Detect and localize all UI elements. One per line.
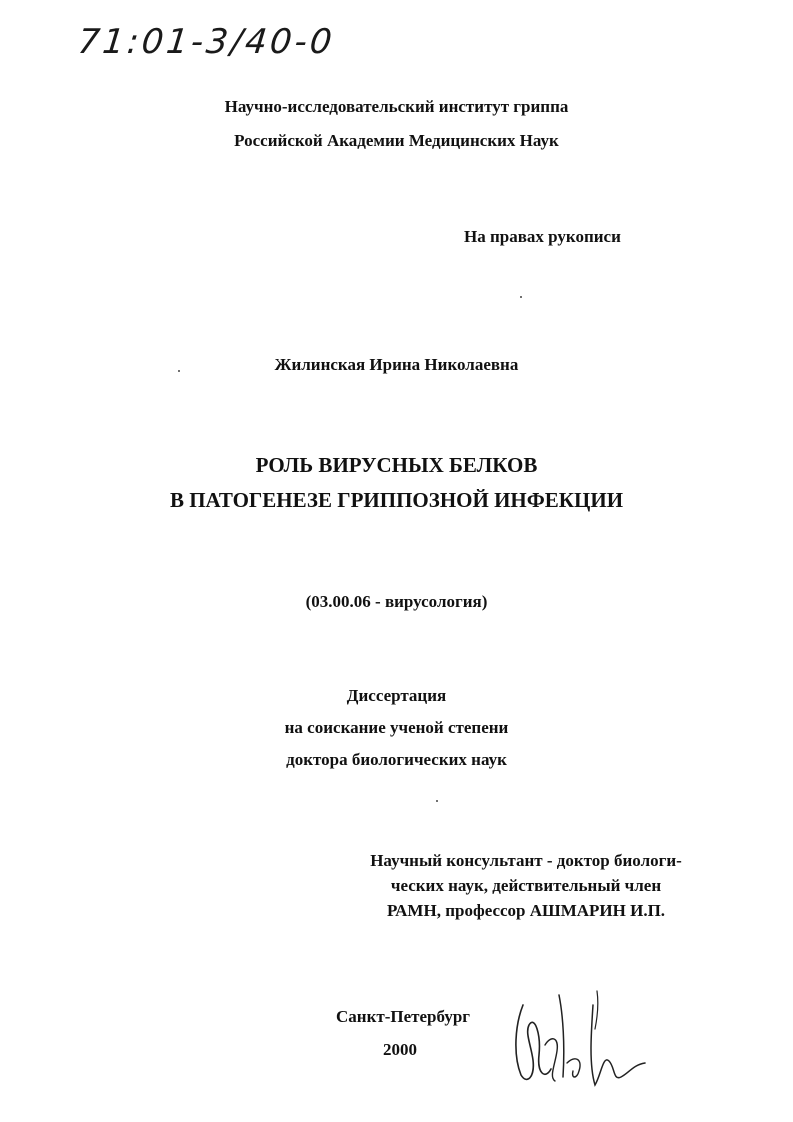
specialty-code: (03.00.06 - вирусология) — [305, 592, 488, 611]
dissertation-title-line-1: РОЛЬ ВИРУСНЫХ БЕЛКОВ — [255, 453, 538, 477]
city: Санкт-Петербург — [336, 1007, 471, 1026]
archive-code: 71:01-3/40-0 — [75, 22, 337, 62]
consultant-line-2: ческих наук, действительный член — [390, 876, 662, 895]
scan-speck — [436, 800, 438, 802]
degree-line-3: доктора биологических наук — [286, 750, 507, 769]
institute-line-2: Российской Академии Медицинских Наук — [234, 131, 559, 150]
handwritten-signature — [505, 985, 665, 1095]
manuscript-rights-note: На правах рукописи — [464, 227, 621, 246]
institute-line-1: Научно-исследовательский институт гриппа — [224, 97, 569, 116]
scan-speck — [520, 296, 522, 298]
year: 2000 — [383, 1040, 417, 1059]
consultant-line-3: РАМН, профессор АШМАРИН И.П. — [386, 901, 666, 920]
scientific-consultant — [346, 848, 706, 923]
degree-line-2: на соискание ученой степени — [284, 718, 509, 737]
consultant-line-1: Научный консультант - доктор биологи- — [370, 851, 682, 870]
author-name: Жилинская Ирина Николаевна — [274, 355, 519, 374]
scan-speck — [178, 370, 180, 372]
dissertation-title-line-2: В ПАТОГЕНЕЗЕ ГРИППОЗНОЙ ИНФЕКЦИИ — [169, 488, 624, 512]
degree-line-1: Диссертация — [346, 686, 447, 705]
